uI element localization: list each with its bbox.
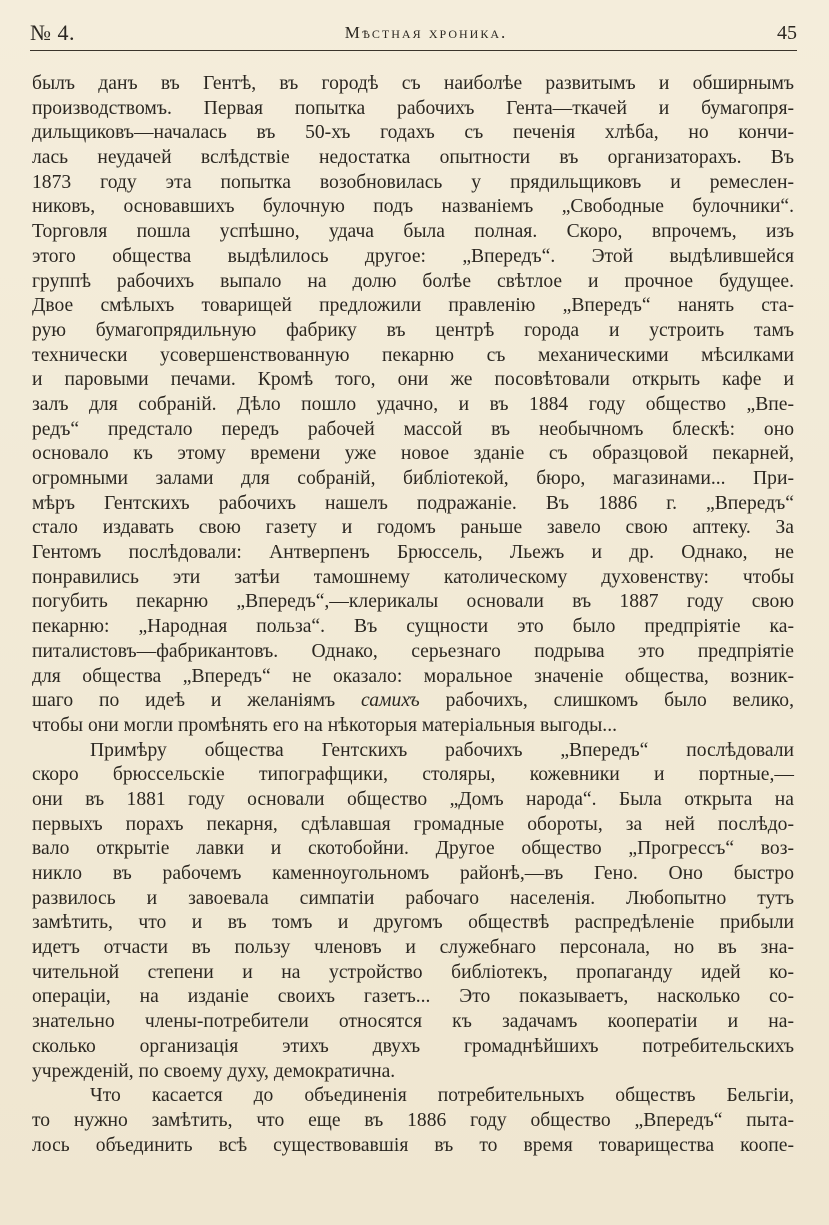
text-line: Примѣру общества Гентскихъ рабочихъ „Впередъ“ послѣдовали bbox=[90, 739, 794, 761]
text-line: операціи, на изданіе своихъ газетъ... Это показываетъ, насколько со- bbox=[32, 986, 794, 1008]
text-line: Гентомъ послѣдовали: Антверпенъ Брюссель, Льежъ и др. Однако, не bbox=[32, 542, 794, 564]
text-line: технически усовершенствованную пекарню съ механическими мѣсилками bbox=[32, 344, 794, 366]
text-segment: шаго по идеѣ и желаніямъ bbox=[32, 690, 362, 712]
text-line: никовъ, основавшихъ булочную подъ названіемъ „Свободные булочники“. bbox=[32, 196, 794, 218]
page-number: 45 bbox=[777, 21, 797, 44]
text-line: первыхъ порахъ пекарня, сдѣлавшая громадные обороты, за ней послѣдо- bbox=[32, 813, 794, 835]
text-line: стало издавать свою газету и годомъ раньше завело свою аптеку. За bbox=[32, 517, 794, 539]
text-line: Торговля пошла успѣшно, удача была полная. Скоро, впрочемъ, изъ bbox=[32, 221, 794, 243]
text-line: и паровыми печами. Кромѣ того, они же посовѣтовали открыть кафе и bbox=[32, 369, 794, 391]
text-line: замѣтить, что и въ томъ и другомъ обществѣ распредѣленіе прибыли bbox=[32, 912, 794, 934]
text-line: чтобы они могли промѣнять его на нѣкоторыя матеріальныя выгоды... bbox=[32, 714, 617, 736]
text-line: основало къ этому времени уже новое зданіе съ образцовой пекарней, bbox=[32, 443, 794, 465]
text-line: дильщиковъ—началась въ 50-хъ годахъ съ печенія хлѣба, но кончи- bbox=[32, 122, 794, 144]
text-line: учрежденій, по своему духу, демократична. bbox=[32, 1060, 396, 1082]
text-line: никло въ рабочемъ каменноугольномъ районѣ,—въ Гено. Оно быстро bbox=[32, 863, 794, 884]
text-line: они въ 1881 году основали общество „Домъ народа“. Была открыта на bbox=[32, 788, 794, 810]
text-line: знательно члены-потребители относятся къ задачамъ кооператіи и на- bbox=[32, 1011, 794, 1033]
text-line: Что касается до объединенія потребительныхъ обществъ Бельгіи, bbox=[90, 1085, 794, 1107]
text-segment: рабочихъ, слишкомъ было велико, bbox=[419, 690, 794, 712]
text-line: лась неудачей вслѣдствіе недостатка опытности въ организаторахъ. Въ bbox=[32, 147, 794, 169]
text-line: понравились эти затѣи тамошнему католическому духовенству: чтобы bbox=[32, 566, 794, 588]
text-line bbox=[32, 689, 794, 714]
issue-number: № 4. bbox=[30, 20, 75, 45]
text-line: производствомъ. Первая попытка рабочихъ Гента—ткачей и бумагопря- bbox=[32, 97, 794, 119]
text-line: то нужно замѣтить, что еще въ 1886 году общество „Впередъ“ пыта- bbox=[32, 1109, 794, 1131]
text-line: Двое смѣлыхъ товарищей предложили правленію „Впередъ“ нанять ста- bbox=[32, 295, 794, 317]
text-line: питалистовъ—фабрикантовъ. Однако, серьезнаго подрыва это предпріятіе bbox=[32, 640, 794, 662]
text-line: вало открытіе лавки и скотобойни. Другое общество „Прогрессъ“ воз- bbox=[32, 838, 794, 860]
body-text bbox=[32, 72, 794, 1158]
text-line: скоро брюссельскіе типографщики, столяры, кожевники и портные,— bbox=[32, 764, 794, 786]
text-line: рую бумагопрядильную фабрику въ центрѣ города и устроить тамъ bbox=[32, 319, 794, 341]
text-line: залъ для собраній. Дѣло пошло удачно, и въ 1884 году общество „Впе- bbox=[32, 393, 794, 415]
text-line: лось объединить всѣ существовавшія въ то время товарищества коопе- bbox=[32, 1134, 794, 1156]
text-line: развилось и завоевала симпатіи рабочаго населенія. Любопытно тутъ bbox=[32, 887, 794, 909]
text-line: редъ“ предстало передъ рабочей массой въ необычномъ блескѣ: оно bbox=[32, 418, 794, 440]
text-line: для общества „Впередъ“ не оказало: моральное значеніе общества, возник- bbox=[32, 665, 794, 687]
text-line: 1873 году эта попытка возобновилась у прядильщиковъ и ремеслен- bbox=[32, 171, 794, 193]
text-line: мѣръ Гентскихъ рабочихъ нашелъ подражаніе. Въ 1886 г. „Впередъ“ bbox=[32, 492, 794, 514]
text-line: группѣ рабочихъ выпало на долю болѣе свѣтлое и прочное будущее. bbox=[32, 270, 794, 292]
text-line: погубить пекарню „Впередъ“,—клерикалы основали въ 1887 году свою bbox=[32, 591, 794, 613]
text-line: огромными залами для собраній, библіотекой, бюро, магазинами... При- bbox=[32, 468, 794, 489]
emphasized-word: самихъ bbox=[361, 690, 420, 712]
text-line: чительной степени и на устройство библіотекъ, пропаганду идей ко- bbox=[32, 961, 794, 983]
running-head bbox=[30, 16, 797, 50]
text-line: идетъ отчасти въ пользу членовъ и служебнаго персонала, но въ зна- bbox=[32, 937, 794, 959]
text-line: этого общества выдѣлилось другое: „Впередъ“. Этой выдѣлившейся bbox=[32, 245, 794, 267]
text-line: пекарню: „Народная польза“. Въ сущности это было предпріятіе ка- bbox=[32, 616, 794, 638]
header-rule bbox=[30, 50, 797, 51]
section-title: Мѣстная хроника. bbox=[344, 23, 508, 42]
text-line: сколько организація этихъ двухъ громаднѣйшихъ потребительскихъ bbox=[32, 1035, 794, 1057]
text-line: былъ данъ въ Гентѣ, въ городѣ съ наиболѣе развитымъ и обширнымъ bbox=[32, 73, 794, 94]
